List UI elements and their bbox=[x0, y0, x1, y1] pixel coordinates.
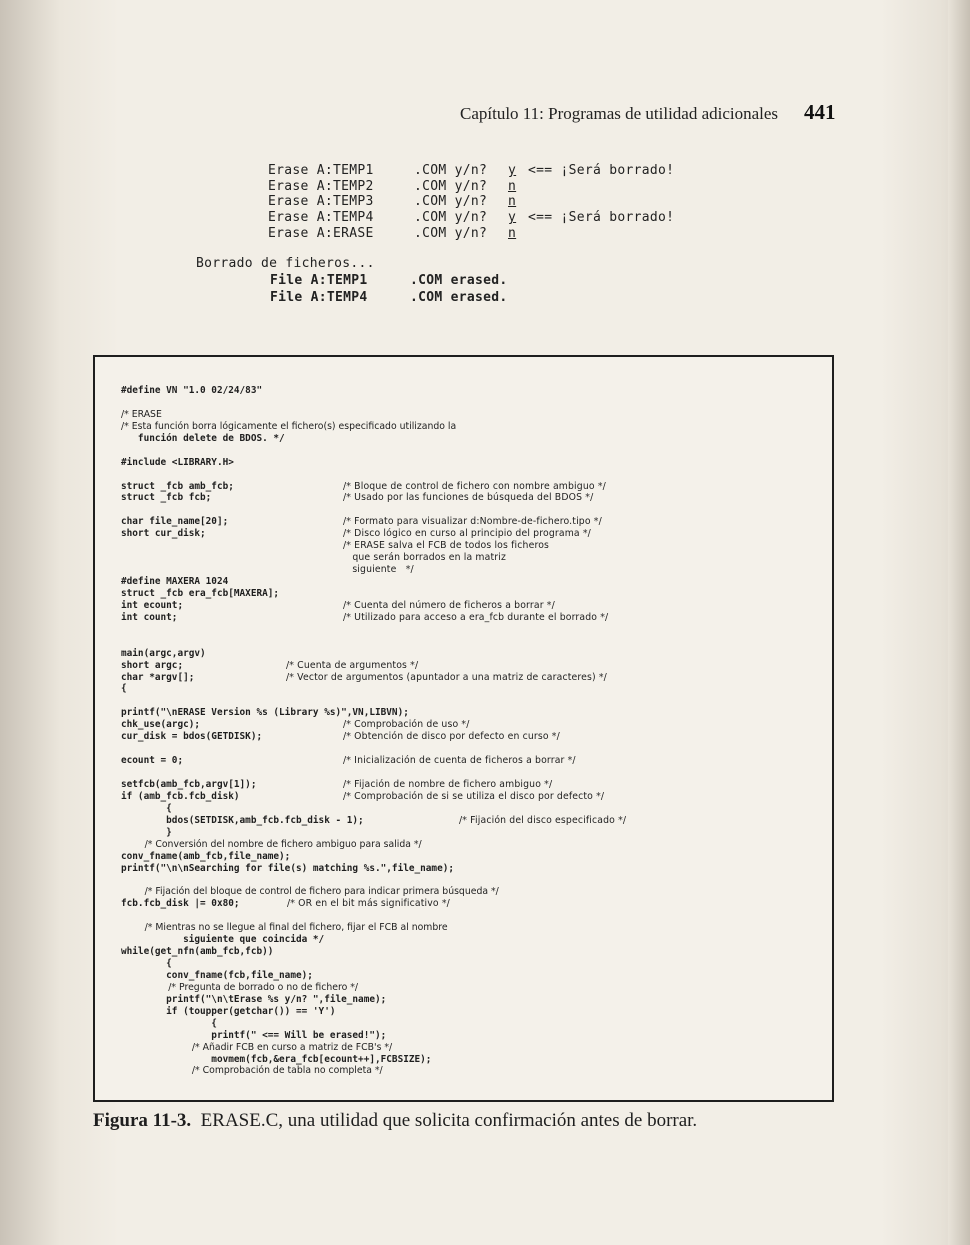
prompt-note: <== ¡Será borrado! bbox=[528, 163, 675, 178]
code-line bbox=[121, 421, 821, 433]
prompt-extension: .COM y/n? bbox=[414, 194, 488, 210]
code-line bbox=[121, 815, 821, 827]
code-line bbox=[121, 540, 821, 552]
code-text: { bbox=[121, 802, 172, 814]
prompt-command: Erase A:TEMP4 bbox=[268, 210, 374, 226]
code-line bbox=[121, 863, 821, 875]
prompt-command: Erase A:TEMP1 bbox=[268, 163, 374, 178]
code-line bbox=[121, 1065, 821, 1077]
code-line bbox=[121, 683, 821, 695]
prompt-extension: .COM y/n? bbox=[414, 178, 488, 194]
code-text: /* Comprobación de tabla no completa */ bbox=[121, 1065, 383, 1077]
code-line bbox=[121, 1042, 821, 1054]
code-line bbox=[121, 672, 821, 684]
code-comment: que serán borrados en la matriz bbox=[343, 552, 507, 564]
code-text: printf("\n\tErase %s y/n? ",file_name); bbox=[121, 993, 387, 1005]
code-text: movmem(fcb,&era_fcb[ecount++],FCBSIZE); bbox=[121, 1053, 432, 1065]
code-line bbox=[121, 612, 821, 624]
code-line bbox=[121, 445, 821, 457]
code-line bbox=[121, 803, 821, 815]
prompt-row bbox=[268, 179, 674, 195]
code-comment: /* Utilizado para acceso a era_fcb durante el borrado */ bbox=[343, 611, 609, 623]
prompt-answer: y bbox=[508, 210, 517, 226]
code-line bbox=[121, 779, 821, 791]
code-line bbox=[121, 970, 821, 982]
code-text: main(argc,argv) bbox=[121, 647, 206, 659]
prompt-row bbox=[268, 210, 674, 226]
code-line bbox=[121, 743, 821, 755]
code-text: conv_fname(fcb,file_name); bbox=[121, 969, 313, 981]
code-text: función delete de BDOS. */ bbox=[121, 432, 285, 444]
code-line bbox=[121, 994, 821, 1006]
code-text: /* Fijación del bloque de control de fichero para indicar primera búsqueda */ bbox=[121, 886, 499, 898]
code-line bbox=[121, 528, 821, 540]
code-text: int count; bbox=[121, 611, 178, 623]
code-text: siguiente que coincida */ bbox=[121, 934, 325, 946]
code-comment: /* Usado por las funciones de búsqueda del BDOS */ bbox=[343, 492, 594, 504]
prompt-command: Erase A:TEMP3 bbox=[268, 194, 374, 210]
terminal-prompt-list bbox=[268, 163, 674, 241]
code-line bbox=[121, 1030, 821, 1042]
figure-caption-text: ERASE.C, una utilidad que solicita confirmación antes de borrar. bbox=[200, 1110, 698, 1131]
code-line bbox=[121, 731, 821, 743]
code-line bbox=[121, 719, 821, 731]
code-comment: /* Cuenta del número de ficheros a borrar */ bbox=[343, 599, 555, 611]
code-text: /* Añadir FCB en curso a matriz de FCB's */ bbox=[121, 1041, 393, 1053]
figure-caption bbox=[93, 1110, 697, 1132]
code-comment: /* ERASE salva el FCB de todos los ficheros bbox=[343, 540, 550, 552]
code-comment: /* Inicialización de cuenta de ficheros a borrar */ bbox=[343, 755, 576, 767]
code-text: /* Esta función borra lógicamente el fichero(s) especificado utilizando la bbox=[121, 420, 457, 432]
code-line bbox=[121, 516, 821, 528]
erased-file-list bbox=[270, 272, 508, 306]
deletion-heading: Borrado de ficheros... bbox=[196, 256, 375, 271]
code-line bbox=[121, 576, 821, 588]
code-comment: /* Obtención de disco por defecto en curso */ bbox=[343, 731, 560, 743]
code-text: { bbox=[121, 1017, 217, 1029]
erased-file-name: File A:TEMP1 bbox=[270, 273, 368, 288]
code-text: if (toupper(getchar()) == 'Y') bbox=[121, 1005, 336, 1017]
code-text: fcb.fcb_disk |= 0x80; bbox=[121, 898, 240, 910]
code-line bbox=[121, 767, 821, 779]
code-text: setfcb(amb_fcb,argv[1]); bbox=[121, 778, 257, 790]
prompt-answer: n bbox=[508, 225, 517, 241]
code-line bbox=[121, 469, 821, 481]
prompt-extension: .COM y/n? bbox=[414, 210, 488, 226]
prompt-extension: .COM y/n? bbox=[414, 163, 488, 178]
code-text: printf("\n\nSearching for file(s) matching %s.",file_name); bbox=[121, 862, 455, 874]
code-comment: /* Fijación del disco especificado */ bbox=[459, 814, 627, 826]
code-text: struct _fcb fcb; bbox=[121, 492, 212, 504]
code-line bbox=[121, 409, 821, 421]
prompt-row bbox=[268, 226, 674, 242]
code-line bbox=[121, 433, 821, 445]
running-header-title: Capítulo 11: Programas de utilidad adicionales bbox=[460, 104, 779, 123]
code-text: short argc; bbox=[121, 659, 184, 671]
code-line bbox=[121, 898, 821, 910]
code-text: conv_fname(amb_fcb,file_name); bbox=[121, 850, 291, 862]
code-text: #define MAXERA 1024 bbox=[121, 576, 229, 587]
code-line bbox=[121, 934, 821, 946]
code-line bbox=[121, 600, 821, 612]
erased-file-name: File A:TEMP4 bbox=[270, 290, 368, 305]
code-line bbox=[121, 922, 821, 934]
code-line bbox=[121, 946, 821, 958]
code-text: /* ERASE bbox=[121, 408, 162, 420]
prompt-row bbox=[268, 163, 674, 179]
code-line bbox=[121, 1006, 821, 1018]
code-text: chk_use(argc); bbox=[121, 719, 201, 731]
code-line bbox=[121, 886, 821, 898]
code-text: cur_disk = bdos(GETDISK); bbox=[121, 731, 263, 743]
code-text: bdos(SETDISK,amb_fcb.fcb_disk - 1); bbox=[121, 814, 364, 826]
code-text: { bbox=[121, 958, 172, 969]
prompt-command: Erase A:ERASE bbox=[268, 225, 374, 241]
prompt-command: Erase A:TEMP2 bbox=[268, 178, 374, 194]
code-line bbox=[121, 660, 821, 672]
code-text: struct _fcb era_fcb[MAXERA]; bbox=[121, 587, 280, 599]
code-line bbox=[121, 851, 821, 863]
erased-row bbox=[270, 272, 508, 289]
code-line bbox=[121, 874, 821, 886]
erased-row bbox=[270, 289, 508, 306]
code-line bbox=[121, 504, 821, 516]
code-text: while(get_nfn(amb_fcb,fcb)) bbox=[121, 946, 274, 958]
code-comment: /* Disco lógico en curso al principio del programa */ bbox=[343, 528, 591, 540]
prompt-extension: .COM y/n? bbox=[414, 225, 488, 241]
code-line bbox=[121, 397, 821, 409]
code-comment: /* Formato para visualizar d:Nombre-de-fichero.tipo */ bbox=[343, 516, 602, 528]
code-line bbox=[121, 552, 821, 564]
code-line bbox=[121, 588, 821, 600]
code-listing-box bbox=[93, 355, 834, 1102]
code-comment: /* Cuenta de argumentos */ bbox=[286, 659, 419, 671]
code-comment: siguiente */ bbox=[343, 564, 414, 576]
prompt-answer: n bbox=[508, 178, 517, 194]
prompt-row bbox=[268, 194, 674, 210]
code-text: /* Conversión del nombre de fichero ambiguo para salida */ bbox=[121, 838, 422, 850]
code-line bbox=[121, 481, 821, 493]
code-text: struct _fcb amb_fcb; bbox=[121, 480, 234, 492]
code-comment: /* OR en el bit más significativo */ bbox=[287, 898, 450, 910]
code-line bbox=[121, 492, 821, 504]
code-line bbox=[121, 564, 821, 576]
code-line bbox=[121, 827, 821, 839]
code-comment: /* Comprobación de si se utiliza el disco por defecto */ bbox=[343, 790, 605, 802]
code-text: if (amb_fcb.fcb_disk) bbox=[121, 790, 240, 802]
code-line bbox=[121, 707, 821, 719]
code-text: char file_name[20]; bbox=[121, 516, 229, 528]
code-text: printf(" <== Will be erased!"); bbox=[121, 1029, 387, 1041]
figure-caption-label: Figura 11-3. bbox=[93, 1110, 192, 1131]
erased-file-extension: .COM erased. bbox=[410, 273, 508, 288]
code-line bbox=[121, 839, 821, 851]
code-comment: /* Vector de argumentos (apuntador a una matriz de caracteres) */ bbox=[286, 671, 607, 683]
code-text: { bbox=[121, 683, 127, 695]
code-text: #define VN "1.0 02/24/83" bbox=[121, 385, 263, 396]
code-line bbox=[121, 636, 821, 648]
code-text: char *argv[]; bbox=[121, 671, 195, 683]
code-line bbox=[121, 791, 821, 803]
code-line bbox=[121, 624, 821, 636]
code-line bbox=[121, 755, 821, 767]
page-number: 441 bbox=[804, 100, 836, 124]
code-text: #include <LIBRARY.H> bbox=[121, 456, 234, 468]
code-line bbox=[121, 648, 821, 660]
prompt-answer: n bbox=[508, 194, 517, 210]
code-comment: /* Bloque de control de fichero con nombre ambiguo */ bbox=[343, 480, 606, 492]
prompt-answer: y bbox=[508, 163, 517, 178]
code-line bbox=[121, 982, 821, 994]
book-spine-shadow bbox=[948, 0, 970, 1245]
code-text: short cur_disk; bbox=[121, 528, 206, 540]
erased-file-extension: .COM erased. bbox=[410, 290, 508, 305]
code-text: /* Pregunta de borrado o no de fichero */ bbox=[121, 981, 359, 993]
code-comment: /* Fijación de nombre de fichero ambiguo */ bbox=[343, 778, 553, 790]
prompt-note: <== ¡Será borrado! bbox=[528, 210, 675, 226]
code-text: /* Mientras no se llegue al final del fichero, fijar el FCB al nombre bbox=[121, 922, 448, 934]
code-line bbox=[121, 457, 821, 469]
code-text: } bbox=[121, 826, 172, 838]
code-line bbox=[121, 910, 821, 922]
code-line bbox=[121, 385, 821, 397]
code-line bbox=[121, 958, 821, 970]
code-text: int ecount; bbox=[121, 599, 184, 611]
code-line bbox=[121, 1054, 821, 1066]
code-line bbox=[121, 695, 821, 707]
code-text: printf("\nERASE Version %s (Library %s)",VN,LIBVN); bbox=[121, 707, 409, 719]
code-line bbox=[121, 1018, 821, 1030]
code-listing bbox=[121, 385, 821, 1077]
code-text: ecount = 0; bbox=[121, 755, 184, 767]
code-comment: /* Comprobación de uso */ bbox=[343, 719, 470, 731]
